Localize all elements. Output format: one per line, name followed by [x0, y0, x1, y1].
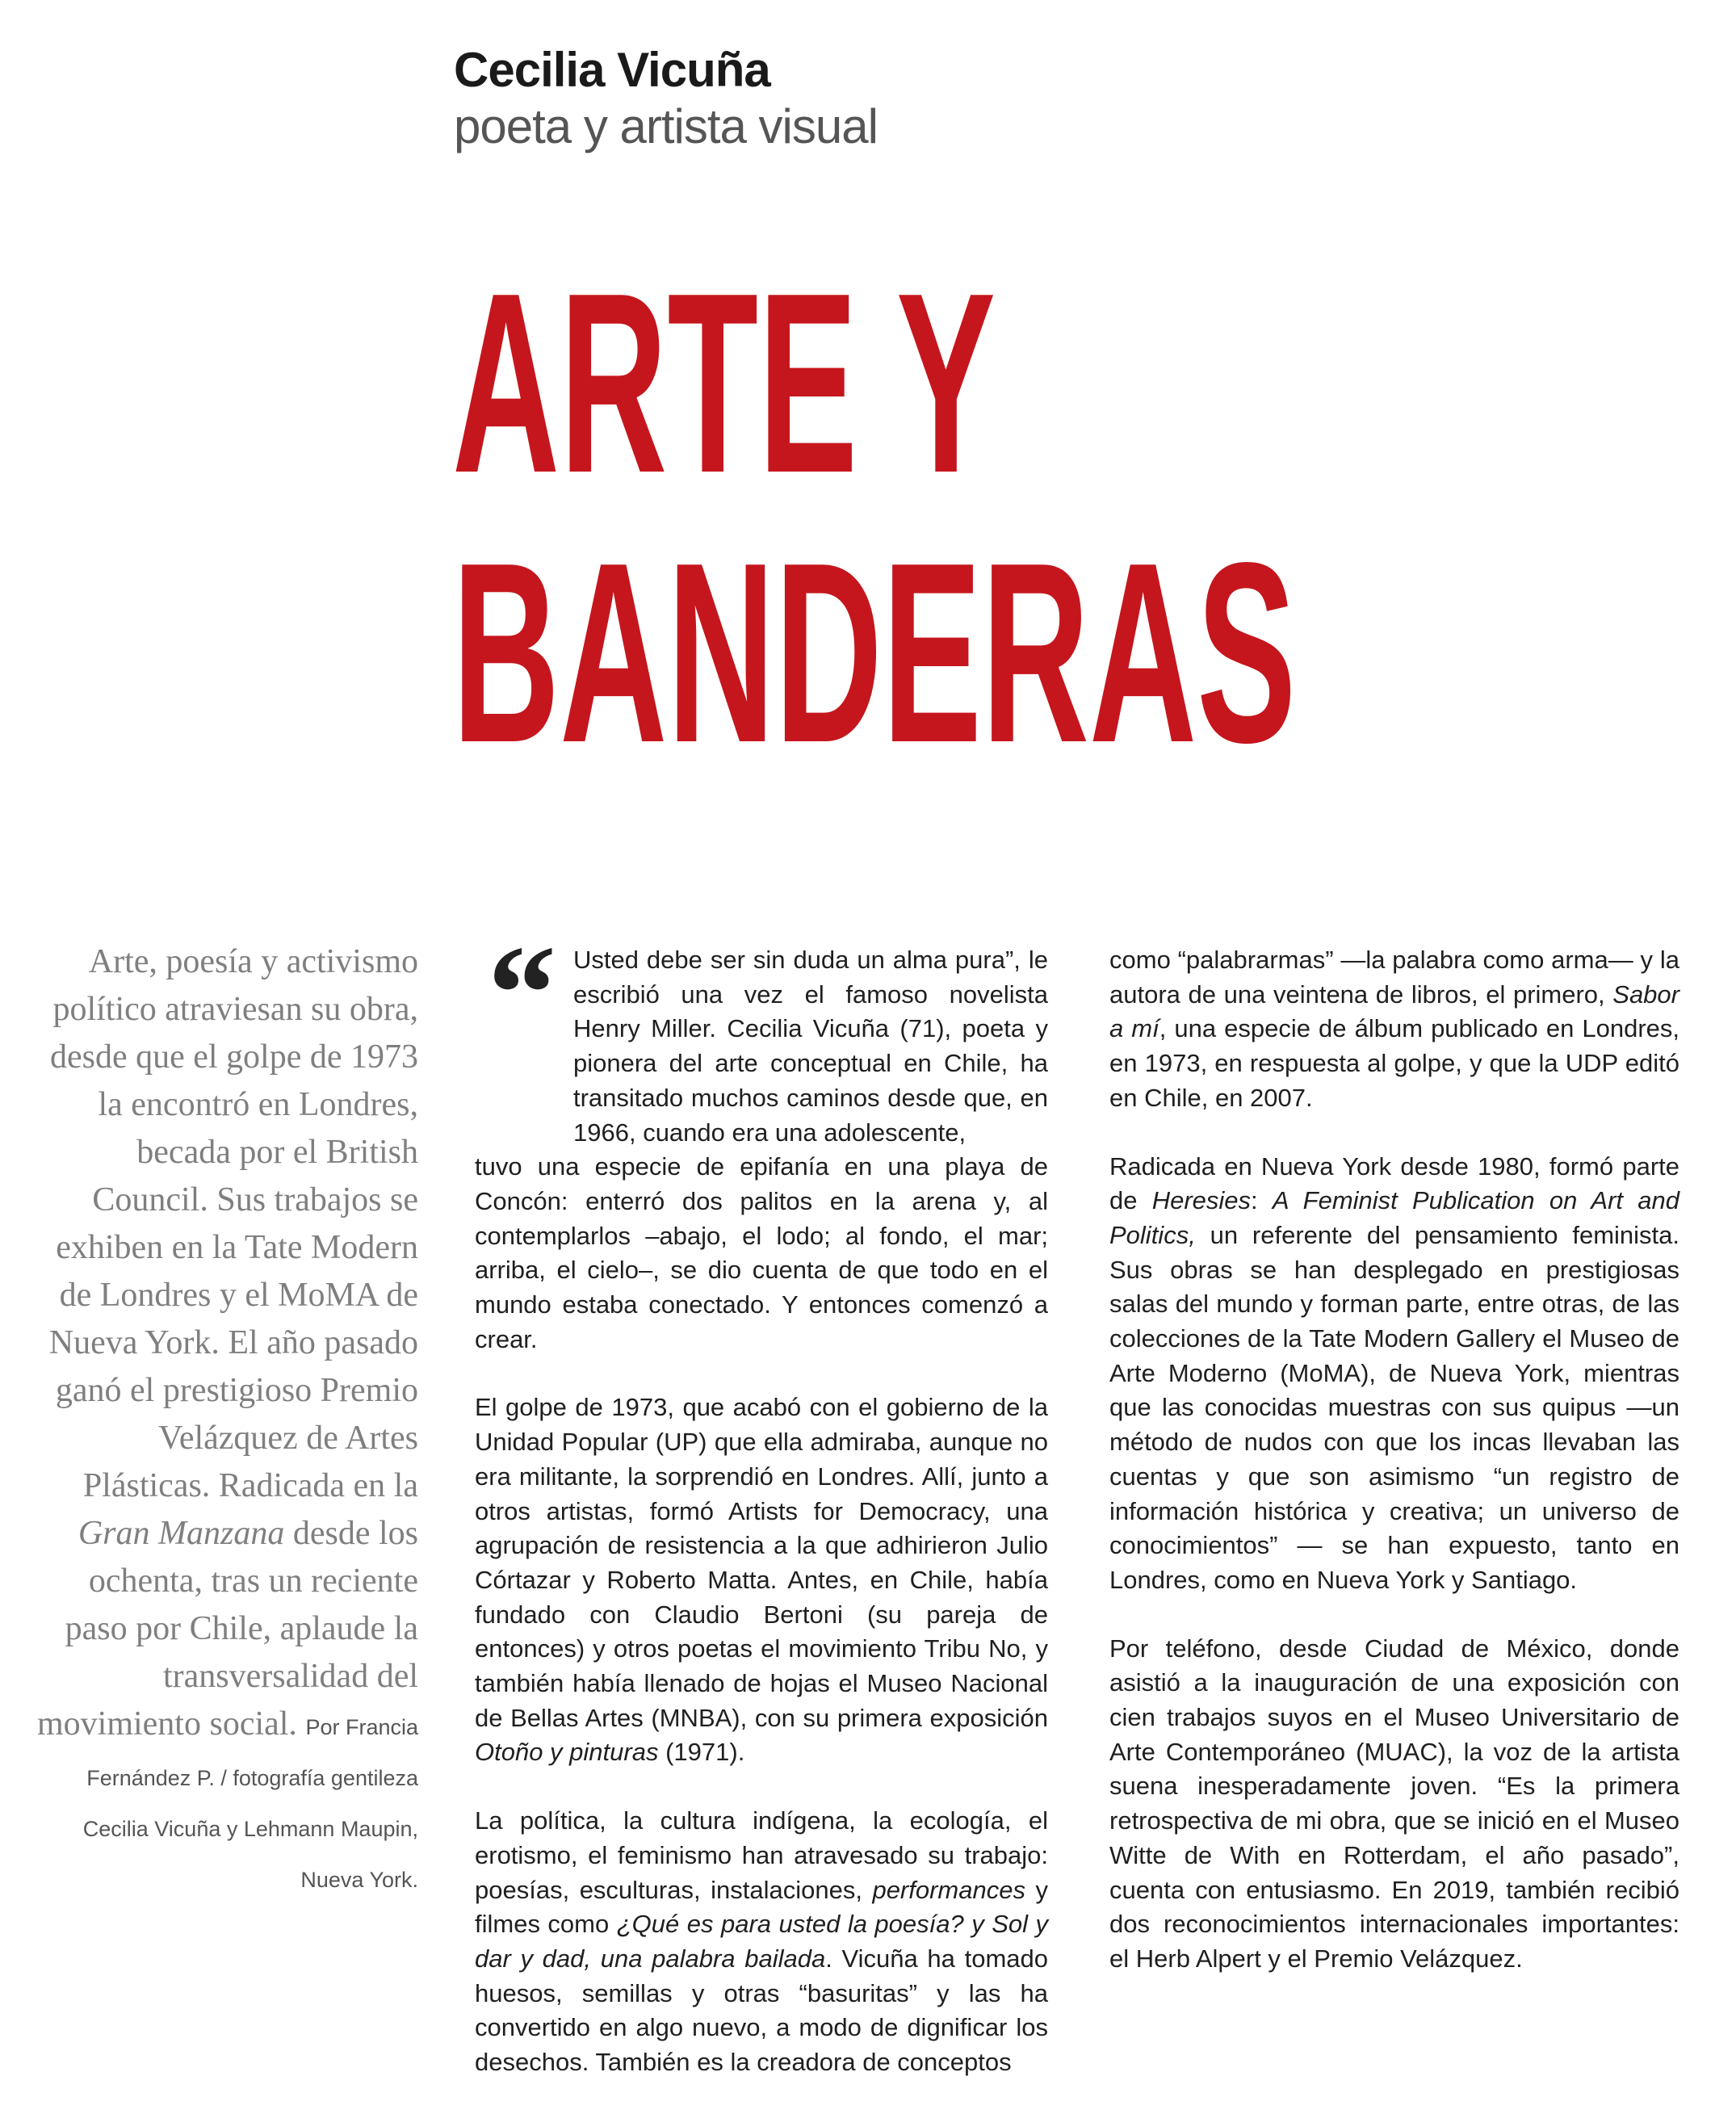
- paragraph-2-text: El golpe de 1973, que acabó con el gobierno de la Unidad Popular (UP) que ella admiraba, aunque no era militante, la sorprendió en Londres. Allí, junto a otros artistas, formó Artists for Democracy, una agrupación de resistencia a la que adhirieron Julio Córtazar y Roberto Matta. Antes, en Chile, había fundado con Claudio Bertoni (su pareja de entonces) y otros poetas el movimiento Tribu No, y también había llenado de hojas el Museo Nacional de Bellas Artes (MNBA), con su primera exposición: [475, 1393, 1048, 1732]
- paragraph-4-end: , una especie de álbum publicado en Londres, en 1973, en respuesta al golpe, y que la UDP editó en Chile, en 2007.: [1109, 1014, 1679, 1112]
- paragraph-2: [475, 1390, 1048, 1770]
- paragraph-3-mid: y filmes como: [475, 1875, 1048, 1939]
- intro-text-1: Arte, poesía y activismo político atraviesan su obra, desde que el golpe de 1973 la encontró en Londres, becada por el British Council. Sus trabajos se exhiben en la Tate Modern de Londres y el MoMA de Nueva York. El año pasado ganó el prestigioso Premio Velázquez de Artes Plásticas. Radicada en la: [48, 943, 418, 1504]
- paragraph-6: [1109, 1632, 1679, 1977]
- article-column-2: [1109, 943, 1679, 2011]
- paragraph-5-end: un referente del pensamiento feminista. Sus obras se han desplegado en prestigiosas salas del mundo y forman parte, entre otras, de las colecciones de la Tate Modern Gallery el Museo de Arte Moderno (MoMA), de Nueva York, mientras que las conocidas muestras con sus quipus —un método de nudos con que los incas llevaban las cuentas y que son asimismo “un registro de información histórica y creativa; un universo de conocimientos” — se han expuesto, tanto en Londres, como en Nueva York y Santiago.: [1109, 1220, 1679, 1594]
- paragraph-3-end: . Vicuña ha tomado huesos, semillas y otras “basuritas” y las ha convertido en algo nuevo, a modo de dignificar los desechos. También es la creadora de conceptos: [475, 1944, 1048, 2077]
- paragraph-2-end: (1971).: [658, 1738, 745, 1767]
- headline-line-1: ARTE Y: [452, 240, 996, 526]
- headline-line-2: BANDERAS: [452, 510, 1297, 796]
- paragraph-3: [475, 1804, 1048, 2080]
- intro-lede: [32, 938, 418, 1904]
- opening-quote-mark: “: [488, 917, 556, 1069]
- author-role: poeta y artista visual: [454, 99, 878, 153]
- intro-text-2: desde los ochenta, tras un reciente paso por Chile, aplaude la transversalidad del movimiento social.: [36, 1515, 418, 1743]
- paragraph-4-text: como “palabrarmas” —la palabra como arma— y la autora de una veintena de libros, el primero,: [1109, 946, 1679, 1009]
- paragraph-6-text: Por teléfono, desde Ciudad de México, donde asistió a la inauguración de una exposición con cien trabajos suyos en el Museo Universitario de Arte Contemporáneo (MUAC), la voz de la artista suena inesperadamente joven. “Es la primera retrospectiva de mi obra, que se inició en el Museo Witte de With en Rotterdam, el año pasado”, cuenta con entusiasmo. En 2019, también recibió dos reconocimientos internacionales importantes: el Herb Alpert y el Premio Velázquez.: [1109, 1634, 1679, 1973]
- paragraph-3-italic-1: performances: [872, 1875, 1025, 1904]
- article-column-1: [475, 943, 1048, 2114]
- intro-text-italic: Gran Manzana: [78, 1515, 285, 1552]
- paragraph-5: [1109, 1150, 1679, 1598]
- paragraph-1: [475, 943, 1048, 1357]
- photo-credit: Por Francia Fernández P. / fotografía gentileza Cecilia Vicuña y Lehmann Maupin, Nueva York.: [82, 1715, 418, 1892]
- author-name: Cecilia Vicuña: [454, 43, 770, 97]
- paragraph-3-italic-2: ¿Qué es para usted la poesía? y Sol y dar y dad, una palabra bailada: [475, 1910, 1048, 1973]
- paragraph-5-text: Radicada en Nueva York desde 1980, formó parte de: [1109, 1151, 1679, 1215]
- paragraph-5-colon: :: [1251, 1186, 1273, 1215]
- paragraph-1-indented: Usted debe ser sin duda un alma pura”, le escribió una vez el famoso novelista Henry Miller. Cecilia Vicuña (71), poeta y pionera del arte conceptual en Chile, ha transitado muchos caminos desde que, en 1966, cuando era una adolescente,: [573, 946, 1048, 1147]
- paragraph-2-italic: Otoño y pinturas: [475, 1738, 659, 1767]
- paragraph-3-text: La política, la cultura indígena, la ecología, el erotismo, el feminismo han atravesado su trabajo: poesías, esculturas, instalaciones,: [475, 1806, 1048, 1904]
- paragraph-5-italic-2: A Feminist Publication on Art and Politics,: [1109, 1186, 1679, 1249]
- paragraph-4: [1109, 943, 1679, 1116]
- paragraph-1-rest: tuvo una especie de epifanía en una playa de Concón: enterró dos palitos en la arena y, al contemplarlos –abajo, el lodo; al fondo, el mar; arriba, el cielo–, se dio cuenta de que todo en el mundo estaba conectado. Y entonces comenzó a crear.: [475, 1152, 1048, 1353]
- paragraph-4-italic: Sabor a mí: [1109, 979, 1679, 1043]
- paragraph-5-italic-1: Heresies: [1151, 1186, 1252, 1215]
